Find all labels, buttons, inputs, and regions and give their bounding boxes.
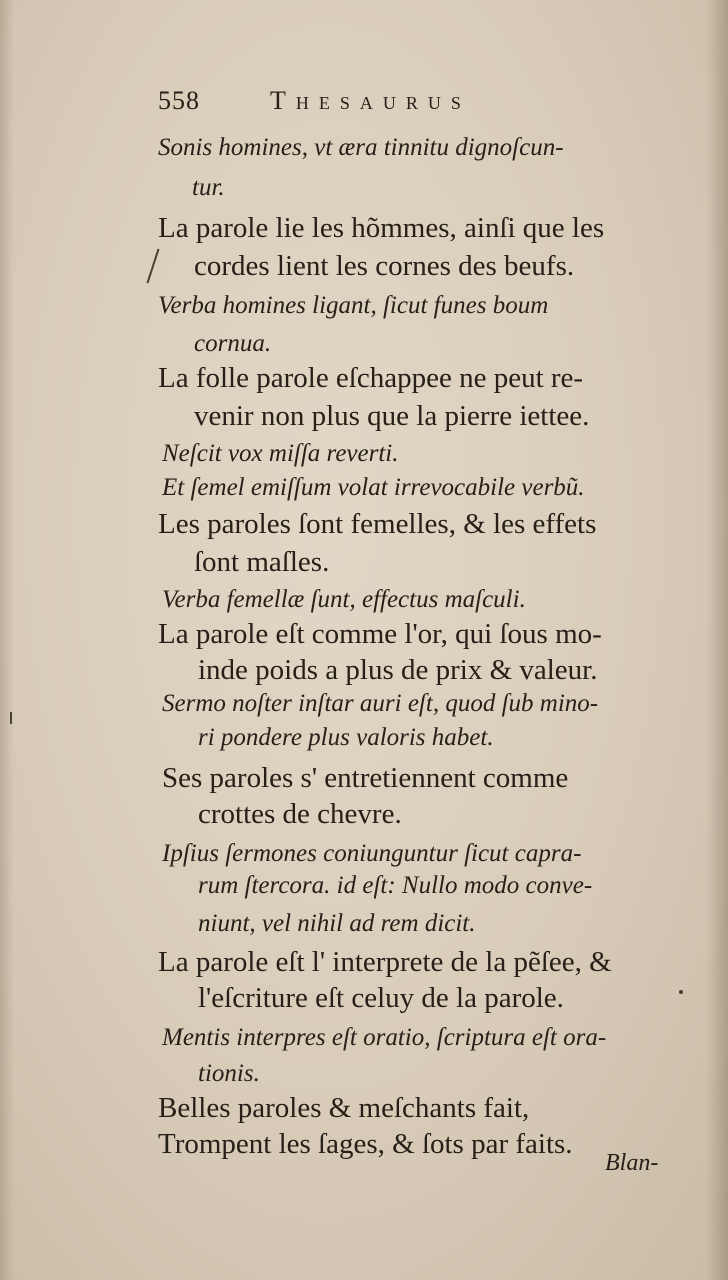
ink-dot [679,990,683,994]
text-line: tur. [192,174,225,201]
margin-mark [10,712,12,724]
catchword: Blan- [605,1150,659,1176]
text-line: Verba homines ligant, ſicut funes boum [158,292,549,319]
text-line: Verba femellæ ſunt, effectus maſculi. [162,586,526,613]
text-line: Sermo noſter inſtar auri eſt, quod ſub mino- [162,690,599,717]
text-line: Belles paroles & meſchants fait, [158,1092,530,1124]
page-number: 558 [158,86,200,115]
page-gutter-shadow [0,0,14,1280]
text-line: inde poids a plus de prix & valeur. [198,654,598,686]
text-line: ſont maſles. [194,546,330,578]
text-line: Et ſemel emiſſum volat irrevocabile verbũ. [162,474,585,501]
text-line: La parole eſt comme l'or, qui ſous mo- [158,618,602,650]
text-line: rum ſtercora. id eſt: Nullo modo conve- [198,872,593,899]
text-line: cornua. [194,330,272,357]
text-line: l'eſcriture eſt celuy de la parole. [198,982,564,1014]
text-line: ri pondere plus valoris habet. [198,724,494,751]
text-line: Les paroles ſont femelles, & les effets [158,508,597,540]
margin-stroke [146,249,159,284]
page-edge-shadow [706,0,728,1280]
text-line: La parole lie les hõmmes, ainſi que les [158,212,605,244]
text-line: Trompent les ſages, & ſots par faits. [158,1128,573,1160]
running-title: Thesaurus [270,86,471,115]
text-line: crottes de chevre. [198,798,402,830]
text-line: Ipſius ſermones coniunguntur ſicut capra- [162,840,582,867]
text-line: cordes lient les cornes des beufs. [194,250,575,282]
text-line: Neſcit vox miſſa reverti. [162,440,399,467]
text-line: Sonis homines, vt æra tinnitu dignoſcun- [158,134,564,161]
text-line: La folle parole eſchappee ne peut re- [158,362,584,394]
text-line: tionis. [198,1060,260,1087]
text-line: Mentis interpres eſt oratio, ſcriptura eſt ora- [162,1024,607,1051]
text-line: venir non plus que la pierre iettee. [194,400,590,432]
text-line: Ses paroles s' entretiennent comme [162,762,569,794]
page-header [158,86,588,126]
text-line: niunt, vel nihil ad rem dicit. [198,910,476,937]
text-line: La parole eſt l' interprete de la pẽſee, & [158,946,612,978]
